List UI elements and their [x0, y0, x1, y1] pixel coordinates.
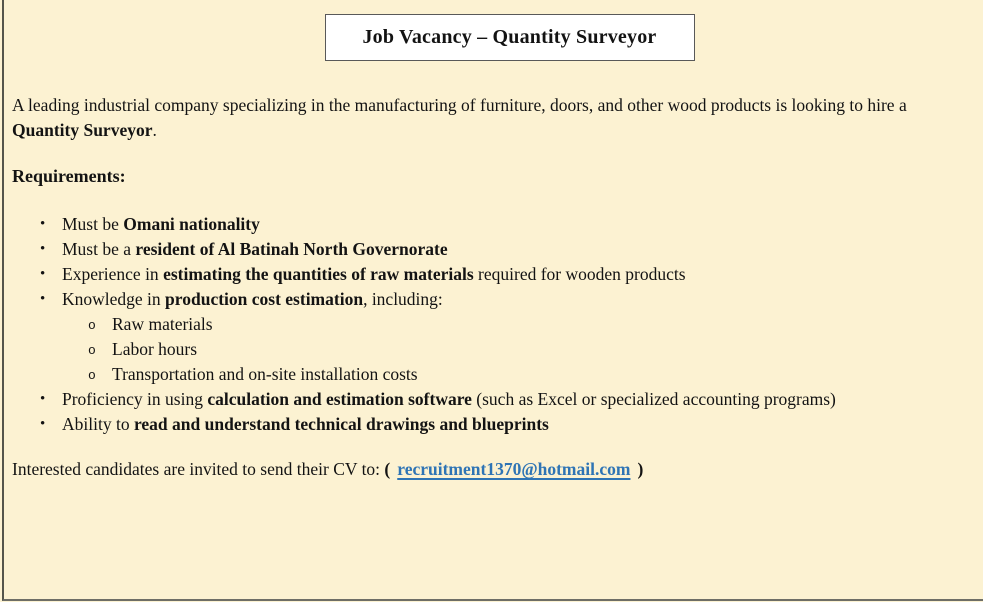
item-bold: read and understand technical drawings and blueprints	[133, 414, 549, 434]
item-text: Proficiency in using	[62, 389, 208, 409]
page-title: Job Vacancy – Quantity Surveyor	[362, 26, 657, 48]
item-bold: Omani nationality	[123, 214, 260, 234]
sub-item-text: Labor hours	[112, 339, 198, 359]
circle-bullet-icon: o	[88, 318, 96, 333]
title-box	[325, 14, 695, 61]
item-text: , including:	[363, 289, 443, 309]
requirement-item-residence	[12, 237, 970, 262]
closing-paragraph	[12, 457, 970, 482]
bullet-icon: •	[40, 416, 46, 432]
bullet-icon: •	[40, 391, 46, 407]
requirement-item-nationality	[12, 212, 970, 237]
closing-text: Interested candidates are invited to send their CV to:	[12, 459, 381, 479]
item-text: Ability to	[62, 414, 134, 434]
item-bold: production cost estimation	[165, 289, 364, 309]
item-text: (such as Excel or specialized accounting programs)	[471, 389, 836, 409]
bullet-icon: •	[40, 291, 46, 307]
cost-estimation-sublist	[12, 312, 970, 387]
requirement-item-software	[12, 387, 970, 412]
bullet-icon: •	[40, 216, 46, 232]
circle-bullet-icon: o	[88, 368, 96, 383]
close-paren: )	[637, 459, 644, 479]
bullet-icon: •	[40, 241, 46, 257]
intro-paragraph	[12, 93, 970, 143]
circle-bullet-icon: o	[88, 343, 96, 358]
item-bold: calculation and estimation software	[207, 389, 472, 409]
title-row	[0, 14, 983, 61]
requirement-item-drawings	[12, 412, 970, 437]
sub-item-transportation	[12, 362, 970, 387]
item-text: required for wooden products	[473, 264, 686, 284]
sub-item-text: Raw materials	[112, 314, 213, 334]
intro-text: A leading industrial company specializing in the manufacturing of furniture, doors, and other wood products is looking to hire a	[12, 95, 907, 115]
intro-bold-role: Quantity Surveyor	[12, 120, 153, 140]
requirement-item-knowledge	[12, 287, 970, 312]
item-text: Must be a	[62, 239, 136, 259]
item-bold: resident of Al Batinah North Governorate	[135, 239, 448, 259]
requirements-list	[12, 212, 970, 437]
email-link[interactable]: recruitment1370@hotmail.com	[397, 459, 631, 479]
requirement-item-experience	[12, 262, 970, 287]
sub-item-labor-hours	[12, 337, 970, 362]
open-paren: (	[384, 459, 391, 479]
item-text: Knowledge in	[62, 289, 166, 309]
sub-item-raw-materials	[12, 312, 970, 337]
requirements-heading: Requirements:	[12, 166, 126, 186]
sub-item-text: Transportation and on-site installation costs	[112, 364, 418, 384]
document-content	[12, 93, 970, 482]
item-text: Experience in	[62, 264, 164, 284]
bullet-icon: •	[40, 266, 46, 282]
item-text: Must be	[62, 214, 124, 234]
item-bold: estimating the quantities of raw materials	[163, 264, 474, 284]
intro-period: .	[152, 120, 157, 140]
